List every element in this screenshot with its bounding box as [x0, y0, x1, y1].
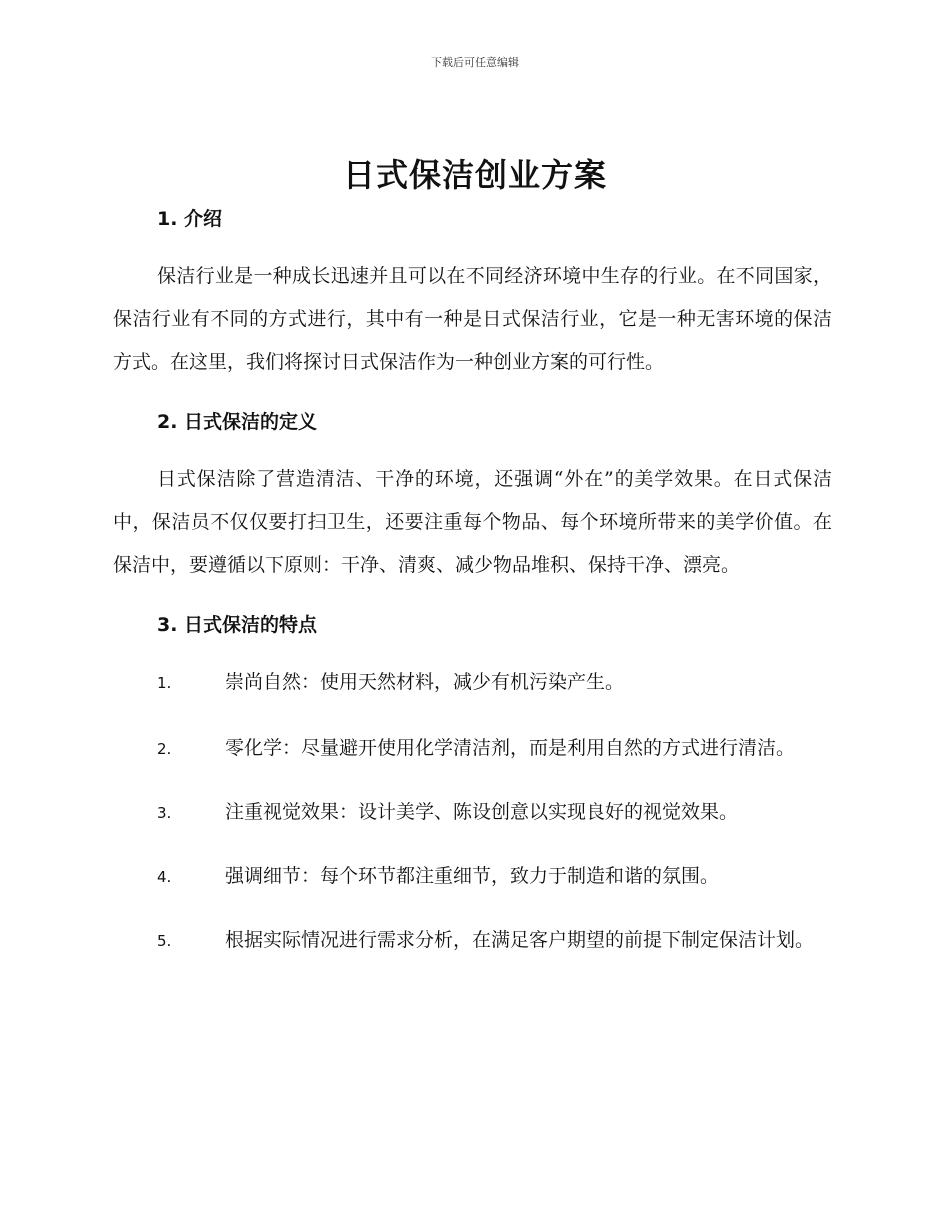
list-item-number: 5.: [157, 932, 172, 950]
paragraph-definition: 日式保洁除了营造清洁、干净的环境，还强调“外在”的美学效果。在日式保洁中，保洁员不仅仅要打扫卫生，还要注重每个物品、每个环境所带来的美学价值。在保洁中，要遵循以下原则：干净、清爽、减少物品堆积、保持干净、漂亮。: [113, 468, 832, 576]
header-note: 下载后可任意编辑: [431, 56, 519, 69]
list-item-text: 根据实际情况进行需求分析，在满足客户期望的前提下制定保洁计划。: [225, 929, 815, 951]
section-heading-features: 3. 日式保洁的特点: [157, 614, 318, 636]
list-item-number: 1.: [157, 674, 172, 692]
section-heading-definition: 2. 日式保洁的定义: [157, 411, 318, 433]
list-item: [113, 855, 832, 899]
document-title: 日式保洁创业方案: [342, 156, 607, 194]
list-item-text: 崇尚自然：使用天然材料，减少有机污染产生。: [225, 671, 625, 693]
list-item-text: 注重视觉效果：设计美学、陈设创意以实现良好的视觉效果。: [225, 801, 739, 823]
list-item-text: 强调细节：每个环节都注重细节，致力于制造和谐的氛围。: [225, 865, 720, 887]
section-heading-intro: 1. 介绍: [157, 208, 223, 230]
list-item: [113, 919, 832, 963]
list-item: [113, 661, 832, 705]
list-item-number: 4.: [157, 868, 172, 886]
list-item-text: 零化学：尽量避开使用化学清洁剂，而是利用自然的方式进行清洁。: [225, 737, 796, 759]
list-item: [113, 727, 832, 771]
document-body: [113, 203, 832, 963]
paragraph-intro: 保洁行业是一种成长迅速并且可以在不同经济环境中生存的行业。在不同国家，保洁行业有不同的方式进行，其中有一种是日式保洁行业，它是一种无害环境的保洁方式。在这里，我们将探讨日式保洁作为一种创业方案的可行性。: [113, 265, 832, 373]
list-item: [113, 791, 832, 835]
list-item-number: 2.: [157, 740, 172, 758]
list-item-number: 3.: [157, 804, 172, 822]
